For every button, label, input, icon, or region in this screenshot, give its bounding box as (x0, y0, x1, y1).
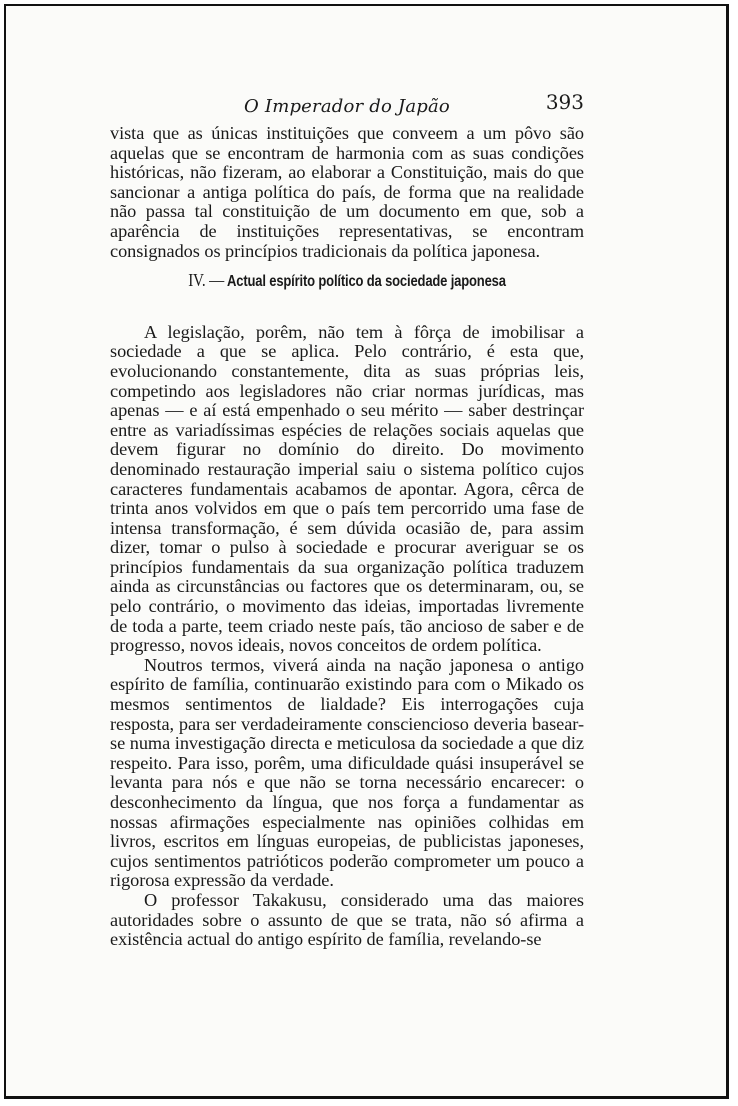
section-title: Actual espírito político da sociedade japonesa (227, 273, 506, 291)
book-page (110, 82, 584, 950)
paragraph: O professor Takakusu, considerado uma das maiores autoridades sobre o assunto de que se trata, não só afirma a existência actual do antigo espírito de família, revelando-se (110, 889, 584, 950)
page-header (110, 82, 584, 124)
section-number: IV. — (188, 270, 225, 291)
paragraph: A legislação, porêm, não tem à fôrça de imobilisar a sociedade a que se aplica. Pelo contrário, é esta que, evolucionando constantemente, dita as suas próprias leis, competindo aos legisladores não criar normas jurídicas, mas apenas — e aí está empenhado o seu mérito — saber destrinçar entre as variadíssimas espécies de relações sociais aquelas que devem figurar no domínio do direito. Do movimento denominado restauração imperial saiu o sistema político cujos caracteres fundamentais acabamos de apontar. Agora, cêrca de trinta anos volvidos em que o país tem percorrido uma fase de intensa transformação, é sem dúvida ocasião de, para assim dizer, tomar o pulso à sociedade e procurar averiguar se os princípios fundamentais da sua organização política traduzem ainda as circunstâncias ou factores que os determinaram, ou, se pelo contrário, o movimento das ideias, importadas livremente de toda a parte, teem criado neste país, tão ancioso de saber e de progresso, novos ideais, novos conceitos de ordem política. (110, 321, 584, 656)
page-body (110, 124, 584, 950)
paragraph: Noutros termos, viverá ainda na nação japonesa o antigo espírito de família, continuarão existindo para com o Mikado os mesmos sentimentos de lialdade? Eis interrogações cuja resposta, para ser verdadeiramente consciencioso deveria basear-se numa investigação directa e meticulosa da sociedade a que diz respeito. Para isso, porêm, uma dificuldade quási insuperável se levanta para nós e que não se torna necessário encarecer: o desconhecimento da língua, que nos força a fundamentar as nossas afirmações especialmente nas opiniões colhidas em livros, escritos em línguas europeias, de publicistas japoneses, cujos sentimentos patrióticos poderão comprometer um pouco a rigorosa expressão da verdade. (110, 654, 584, 891)
page-number: 393 (545, 90, 584, 114)
page-frame (4, 4, 729, 1099)
running-title: O Imperador do Japão (244, 96, 450, 117)
section-heading (148, 271, 546, 292)
paragraph-continuation: vista que as únicas instituições que conveem a um pôvo são aquelas que se encontram de harmonia com as suas condições históricas, não fizeram, ao elaborar a Constituição, mais do que sancionar a antiga política do país, de forma que na realidade não passa tal constituição de um documento em que, sob a aparência de instituições representativas, se encontram consignados os princípios tradicionais da política japonesa. (110, 123, 584, 261)
